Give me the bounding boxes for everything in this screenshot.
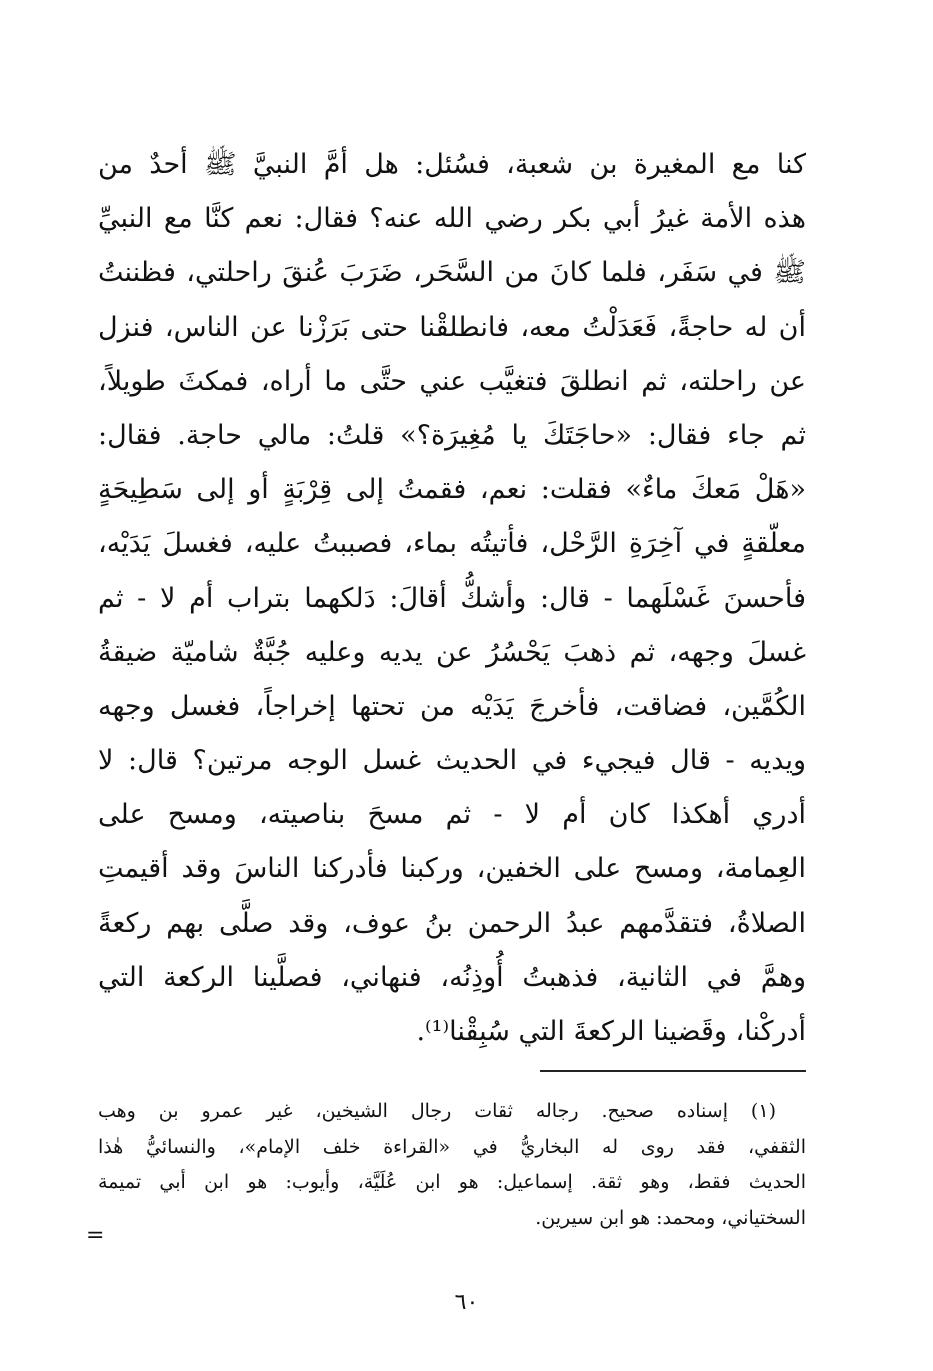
footnote-block [98,1094,806,1236]
body-line: كنا مع المغيرة بن شعبة، فسُئل: هل أمَّ النبيَّ ﷺ أحدٌ من [98,149,806,180]
body-line: أن له حاجةً، فَعَدَلْتُ معه، فانطلقْنا حتى بَرَزْنا عن الناس، فنزل [98,311,806,343]
body-line: الصلاةُ، فتقدَّمهم عبدُ الرحمن بنُ عوف، وقد صلَّى بهم ركعةً [98,907,806,939]
body-line: الكُمَّين، فضاقت، فأخرجَ يَدَيْه من تحتها إخراجاً، فغسل وجهه [98,690,806,722]
body-line: العِمامة، ومسح على الخفين، وركبنا فأدركنا الناسَ وقد أقيمتِ [98,853,806,885]
footnote-line: السختياني، ومحمد: هو ابن سيرين. [535,1206,806,1229]
body-line: فأحسنَ غَسْلَهما - قال: وأشكُّ أقالَ: دَلكهما بتراب أم لا - ثم [98,582,806,614]
body-line: «هَلْ مَعكَ ماءٌ» فقلت: نعم، فقمتُ إلى قِرْبَةٍ أو إلى سَطِيحَةٍ [98,474,806,506]
body-line: ثم جاء فقال: «حاجَتَكَ يا مُغِيرَة؟» قلتُ: مالي حاجة. فقال: [98,419,806,451]
body-line: ويديه - قال فيجيء في الحديث غسل الوجه مرتين؟ قال: لا [98,745,806,777]
footnote-continuation-mark: = [86,1223,105,1248]
footnote-line: الحديث فقط، وهو ثقة. إسماعيل: هو ابن عُلَيَّة، وأيوب: هو ابن أبي تميمة [98,1171,806,1193]
body-line: وهمَّ في الثانية، فذهبتُ أُوذِنُه، فنهاني، فصلَّينا الركعة التي [98,961,806,993]
footnote-line: (١) إسناده صحيح. رجاله ثقات رجال الشيخين، غير عمرو بن وهب [98,1100,776,1122]
hadith-body-text [98,138,806,1059]
page-number: ٦٠ [454,1290,479,1315]
footnote-separator [540,1070,806,1072]
body-line: عن راحلته، ثم انطلقَ فتغيَّب عني حتَّى ما أراه، فمكثَ طويلاً، [98,365,806,397]
body-line: معلّقةٍ في آخِرَةِ الرَّحْل، فأتيتُه بماء، فصببتُ عليه، فغسلَ يَدَيْه، [98,528,806,560]
body-line: ﷺ في سَفَر، فلما كانَ من السَّحَر، ضَرَبَ عُنقَ راحلتي، فظننتُ [98,257,806,289]
body-line: غسلَ وجهه، ثم ذهبَ يَحْسُرُ عن يديه وعليه جُبَّةٌ شاميّة ضيقةُ [98,636,806,668]
body-line: أدركْنا، وقَضينا الركعةَ التي سُبِقْنا⁽¹⁾. [416,1016,806,1047]
body-line: أدري أهكذا كان أم لا - ثم مسحَ بناصيته، ومسح على [98,799,806,831]
footnote-line: الثقفي، فقد روى له البخاريُّ في «القراءة خلف الإمام»، والنسائيُّ هٰذا [98,1135,806,1158]
body-line: هذه الأمة غيرُ أبي بكر رضي الله عنه؟ فقال: نعم كنَّا مع النبيِّ [98,203,806,235]
